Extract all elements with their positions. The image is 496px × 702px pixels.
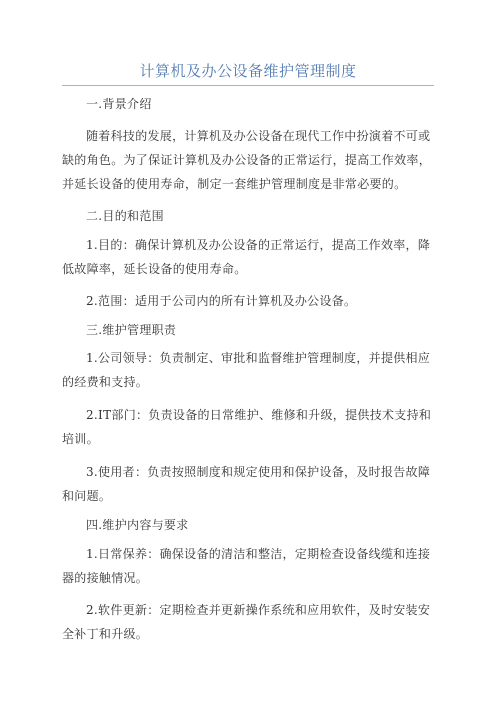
section-heading-maintenance: 四.维护内容与要求 xyxy=(86,518,189,532)
paragraph-background: 随着科技的发展，计算机及办公设备在现代工作中扮演着不可或缺的角色。为了保证计算机及办公设备的正常运行，提高工作效率，并延长设备的使用寿命，制定一套维护管理制度是非常必要的。 xyxy=(62,129,432,191)
section-heading-purpose-scope: 二.目的和范围 xyxy=(86,209,164,223)
paragraph-leadership: 1.公司领导：负责制定、审批和监督维护管理制度，并提供相应的经费和支持。 xyxy=(62,351,431,389)
title-divider xyxy=(62,85,434,86)
document-title: 计算机及办公设备维护管理制度 xyxy=(139,62,357,80)
paragraph-users: 3.使用者：负责按照制度和规定使用和保护设备，及时报告故障和问题。 xyxy=(62,465,431,503)
section-heading-responsibilities: 三.维护管理职责 xyxy=(86,323,177,337)
section-heading-background: 一.背景介绍 xyxy=(86,97,152,111)
paragraph-software-update: 2.软件更新：定期检查并更新操作系统和应用软件，及时安装安全补丁和升级。 xyxy=(62,603,431,641)
paragraph-purpose: 1.目的：确保计算机及办公设备的正常运行，提高工作效率，降低故障率，延长设备的使用寿命。 xyxy=(62,238,431,276)
paragraph-it-department: 2.IT部门：负责设备的日常维护、维修和升级，提供技术支持和培训。 xyxy=(62,408,432,446)
paragraph-daily-care: 1.日常保养：确保设备的清洁和整洁，定期检查设备线缆和连接器的接触情况。 xyxy=(62,547,431,585)
paragraph-scope: 2.范围：适用于公司内的所有计算机及办公设备。 xyxy=(86,294,357,308)
